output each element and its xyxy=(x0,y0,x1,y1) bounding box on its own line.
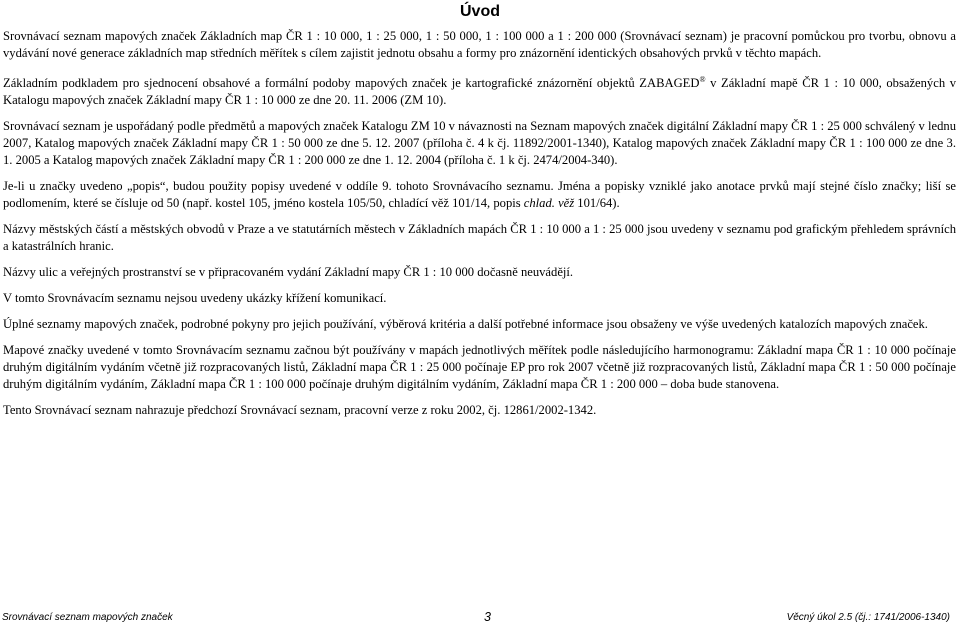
paragraph-labels: Je-li u značky uvedeno „popis“, budou použity popisy uvedené v oddíle 9. tohoto Srovnávacího seznamu. Jména a popisky vzniklé jako anotace prvků mají stejné číslo značky; liší se podlomením, které se čísluje od 50 (např. kostel 105, jméno kostela 105/50, chladící věž 101/14, popis chlad. věž 101/64). xyxy=(3,179,956,211)
paragraph-intro: Srovnávací seznam mapových značek Základních map ČR 1 : 10 000, 1 : 25 000, 1 : 50 000, 1 : 100 000 a 1 : 200 000 (Srovnávací seznam) je pracovní pomůckou pro tvorbu, obnovu a vydávání nové generace základních map středních měřítek s cílem zajistit jednotu obsahu a formy pro znázornění identických obsahových prvků v těchto mapách. xyxy=(3,29,956,60)
paragraph-replacement: Tento Srovnávací seznam nahrazuje předchozí Srovnávací seznam, pracovní verze z roku 2002, čj. 12861/2002-1342. xyxy=(3,403,597,418)
paragraph-schedule: Mapové značky uvedené v tomto Srovnávacím seznamu začnou být používány v mapách jednotlivých měřítek podle následujícího harmonogramu: Základní mapa ČR 1 : 10 000 počínaje druhým digitálním vydáním včetně již rozpracovaných listů, Základní mapa ČR 1 : 25 000 počínaje EP pro rok 2007 včetně již rozpracovaných listů, Základní mapa ČR 1 : 50 000 počínaje druhým digitálním vydáním, Základní mapa ČR 1 : 100 000 počínaje druhým digitálním vydáním, Základní mapa ČR 1 : 200 000 – doba bude stanovena. xyxy=(3,343,956,392)
registered-mark: ® xyxy=(699,75,706,84)
paragraph-city-districts: Názvy městských částí a městských obvodů v Praze a ve statutárních městech v Základních mapách ČR 1 : 10 000 a 1 : 25 000 jsou uvedeny v seznamu pod grafickým přehledem správních a katastrálních hranic. xyxy=(3,222,956,254)
footer-document-title: Srovnávací seznam mapových značek xyxy=(2,612,173,623)
page-footer xyxy=(0,612,960,628)
document-body xyxy=(3,28,956,428)
footer-reference: Věcný úkol 2.5 (čj.: 1741/2006-1340) xyxy=(786,612,950,623)
paragraph-street-names: Názvy ulic a veřejných prostranství se v připracovaném vydání Základní mapy ČR 1 : 10 000 dočasně neuvádějí. xyxy=(3,265,574,280)
paragraph-arrangement: Srovnávací seznam je uspořádaný podle předmětů a mapových značek Katalogu ZM 10 v návaznosti na Seznam mapových značek digitální Základní mapy ČR 1 : 25 000 schválený v lednu 2007, Katalog mapových značek Základní mapy ČR 1 : 50 000 ze dne 5. 12. 2007 (příloha č. 4 k čj. 11892/2001-1340), Katalog mapových značek Základní mapy ČR 1 : 100 000 ze dne 3. 1. 2005 a Katalog mapových značek Základní mapy ČR 1 : 200 000 ze dne 1. 12. 2004 (příloha č. 1 k čj. 2474/2004-340). xyxy=(3,119,956,168)
footer-page-number: 3 xyxy=(484,610,491,624)
paragraph-zabaged: Základním podkladem pro sjednocení obsahové a formální podoby mapových značek je kartografické znázornění objektů ZABAGED® v Základní mapě ČR 1 : 10 000, obsažených v Katalogu mapových značek Základní mapy ČR 1 : 10 000 ze dne 20. 11. 2006 (ZM 10). xyxy=(3,75,956,108)
italic-label-example: chlad. věž xyxy=(523,196,575,211)
paragraph-crossings: V tomto Srovnávacím seznamu nejsou uvedeny ukázky křížení komunikací. xyxy=(3,291,387,306)
paragraph-catalogs: Úplné seznamy mapových značek, podrobné pokyny pro jejich používání, výběrová kritéria a další potřebné informace jsou obsaženy ve výše uvedených katalozích mapových značek. xyxy=(3,317,928,332)
page-title: Úvod xyxy=(460,3,500,20)
